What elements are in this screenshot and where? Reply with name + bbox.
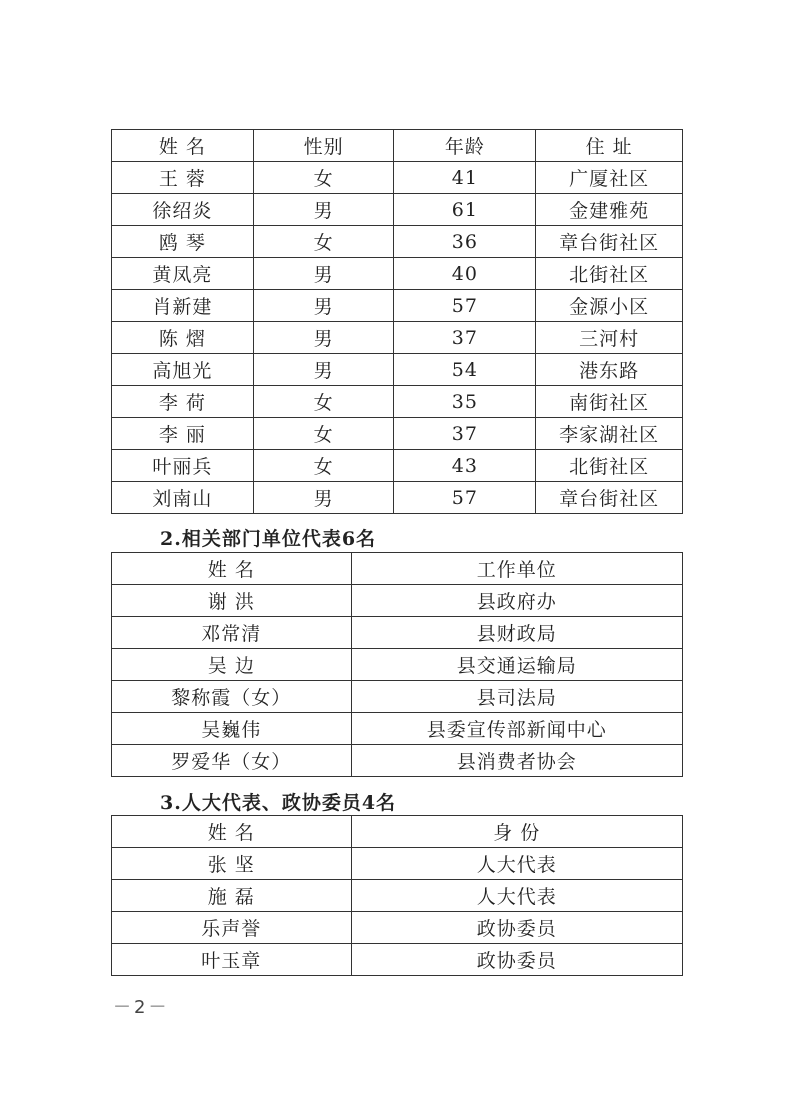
table-cell: 县司法局 [351,681,682,713]
table-cell: 吴 边 [112,649,352,681]
section-2-title: 2.相关部门单位代表6名 [160,528,377,550]
table-cell: 县财政局 [351,617,682,649]
table-cell: 57 [394,290,536,322]
table-cell: 金建雅苑 [536,194,683,226]
table-cell: 罗爱华（女） [112,745,352,777]
table-row [112,194,683,226]
table-cell: 37 [394,418,536,450]
table-row [112,386,683,418]
table-cell: 北街社区 [536,450,683,482]
table-cell: 徐绍炎 [112,194,254,226]
table-cell: 人大代表 [351,880,682,912]
table-cell: 政协委员 [351,944,682,976]
header-name: 姓 名 [112,553,352,585]
table-cell: 高旭光 [112,354,254,386]
table-cell: 黄凤亮 [112,258,254,290]
table-cell: 40 [394,258,536,290]
table-cell: 41 [394,162,536,194]
table-cell: 广厦社区 [536,162,683,194]
header-name: 姓 名 [112,816,352,848]
header-gender: 性别 [253,130,394,162]
table-cell: 邓常清 [112,617,352,649]
residents-table [111,129,683,514]
table-row [112,290,683,322]
table-row [112,354,683,386]
header-age: 年龄 [394,130,536,162]
table-cell: 施 磊 [112,880,352,912]
page-number: －2－ [113,997,170,1018]
table-cell: 吴巍伟 [112,713,352,745]
table-row [112,258,683,290]
table-cell: 35 [394,386,536,418]
table-cell: 谢 洪 [112,585,352,617]
header-name: 姓 名 [112,130,254,162]
table-cell: 37 [394,322,536,354]
residents-table-header [112,130,683,162]
table-cell: 刘南山 [112,482,254,514]
table-cell: 李 荷 [112,386,254,418]
table-cell: 54 [394,354,536,386]
table-cell: 张 坚 [112,848,352,880]
table-cell: 金源小区 [536,290,683,322]
table-cell: 王 蓉 [112,162,254,194]
header-identity: 身 份 [351,816,682,848]
table-cell: 男 [253,354,394,386]
table-cell: 男 [253,322,394,354]
table-cell: 43 [394,450,536,482]
table-row [112,322,683,354]
table-cell: 南街社区 [536,386,683,418]
table-cell: 女 [253,386,394,418]
table-cell: 男 [253,194,394,226]
table-cell: 李家湖社区 [536,418,683,450]
table-cell: 黎称霞（女） [112,681,352,713]
table-cell: 女 [253,450,394,482]
table-row [112,681,683,713]
table-cell: 女 [253,162,394,194]
section-3-title: 3.人大代表、政协委员4名 [160,792,397,814]
table-cell: 人大代表 [351,848,682,880]
deputies-table [111,815,683,976]
table-cell: 李 丽 [112,418,254,450]
table-cell: 章台街社区 [536,226,683,258]
table-cell: 县消费者协会 [351,745,682,777]
table-cell: 36 [394,226,536,258]
table-cell: 县委宣传部新闻中心 [351,713,682,745]
table-cell: 三河村 [536,322,683,354]
table-cell: 县交通运输局 [351,649,682,681]
table-row [112,649,683,681]
department-reps-table [111,552,683,777]
table-cell: 港东路 [536,354,683,386]
table-row [112,162,683,194]
table-row [112,880,683,912]
table-cell: 鸥 琴 [112,226,254,258]
table-row [112,912,683,944]
table-cell: 肖新建 [112,290,254,322]
table-row [112,226,683,258]
table-row [112,418,683,450]
table-cell: 男 [253,290,394,322]
table-cell: 叶玉章 [112,944,352,976]
table-row [112,745,683,777]
table-row [112,713,683,745]
table-cell: 北街社区 [536,258,683,290]
table-cell: 章台街社区 [536,482,683,514]
table-cell: 61 [394,194,536,226]
table-row [112,944,683,976]
table-cell: 57 [394,482,536,514]
table-cell: 陈 熠 [112,322,254,354]
table-cell: 县政府办 [351,585,682,617]
table-cell: 女 [253,418,394,450]
table-row [112,585,683,617]
table-row [112,617,683,649]
table-cell: 政协委员 [351,912,682,944]
table-cell: 男 [253,258,394,290]
table-row [112,450,683,482]
table-row [112,482,683,514]
table-cell: 男 [253,482,394,514]
header-address: 住 址 [536,130,683,162]
header-work-unit: 工作单位 [351,553,682,585]
table-cell: 女 [253,226,394,258]
table-cell: 叶丽兵 [112,450,254,482]
table-row [112,848,683,880]
table-cell: 乐声誉 [112,912,352,944]
